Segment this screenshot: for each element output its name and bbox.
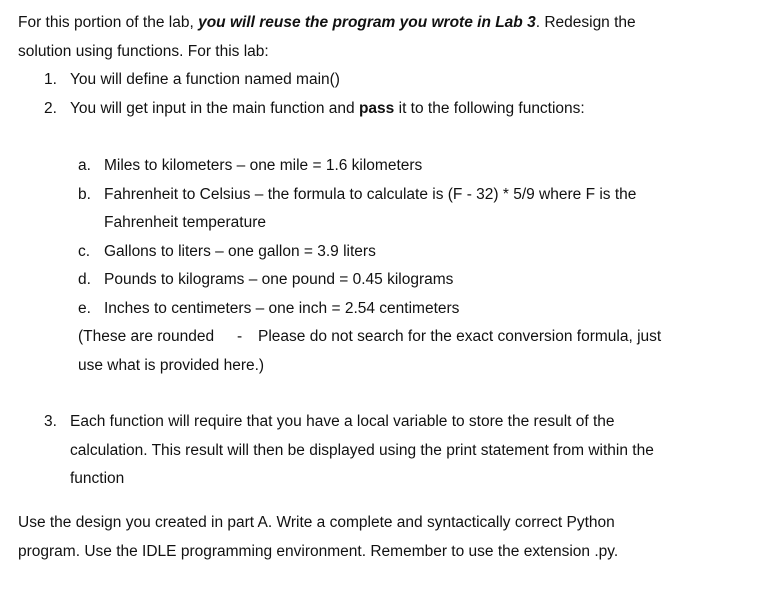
note-line-2: use what is provided here.)	[78, 357, 265, 374]
conversion-d-text: Pounds to kilograms – one pound = 0.45 kilograms	[104, 271, 454, 288]
note-line-1	[78, 328, 662, 346]
note-dash: -	[237, 328, 243, 345]
conversion-item-e	[78, 300, 460, 318]
step-3-text-3: function	[70, 470, 125, 487]
step-2	[44, 100, 585, 118]
intro-line-2: solution using functions. For this lab:	[18, 43, 269, 60]
closing-line-1: Use the design you created in part A. Write a complete and syntactically correct Python	[18, 514, 615, 531]
conversion-a-text: Miles to kilometers – one mile = 1.6 kilometers	[104, 157, 423, 174]
conversion-c-text: Gallons to liters – one gallon = 3.9 liters	[104, 243, 376, 260]
step-2-bold: pass	[358, 100, 395, 117]
intro-text-end: . Redesign the	[535, 14, 636, 31]
note-text-start: (These are rounded	[78, 328, 215, 345]
conversion-item-b	[78, 186, 637, 204]
step-2-text-start: You will get input in the main function and	[70, 100, 355, 117]
conversion-item-a	[78, 157, 423, 175]
step-1-number: 1.	[44, 71, 57, 88]
step-1-text: You will define a function named main()	[70, 71, 340, 88]
step-1	[44, 71, 340, 89]
conversion-e-letter: e.	[78, 300, 91, 317]
conversion-item-d	[78, 271, 454, 289]
conversion-d-letter: d.	[78, 271, 91, 288]
step-2-text-end: it to the following functions:	[398, 100, 585, 117]
step-2-number: 2.	[44, 100, 57, 117]
intro-text-start: For this portion of the lab,	[18, 14, 194, 31]
conversion-item-c	[78, 243, 376, 261]
step-3-text-2: calculation. This result will then be displayed using the print statement from within the	[70, 442, 654, 459]
conversion-a-letter: a.	[78, 157, 91, 174]
conversion-c-letter: c.	[78, 243, 91, 260]
conversion-b-text-2: Fahrenheit temperature	[104, 214, 266, 231]
note-text-end: Please do not search for the exact conversion formula, just	[258, 328, 662, 345]
conversion-b-text-1: Fahrenheit to Celsius – the formula to calculate is (F - 32) * 5/9 where F is the	[104, 186, 637, 203]
intro-line-1	[18, 14, 636, 32]
conversion-e-text: Inches to centimeters – one inch = 2.54 centimeters	[104, 300, 460, 317]
intro-emphasis: you will reuse the program you wrote in Lab 3	[198, 14, 536, 31]
conversion-b-letter: b.	[78, 186, 91, 203]
step-3-text-1: Each function will require that you have a local variable to store the result of the	[70, 413, 615, 430]
step-3	[44, 413, 615, 431]
step-3-number: 3.	[44, 413, 57, 430]
closing-line-2: program. Use the IDLE programming environment. Remember to use the extension .py.	[18, 543, 619, 560]
